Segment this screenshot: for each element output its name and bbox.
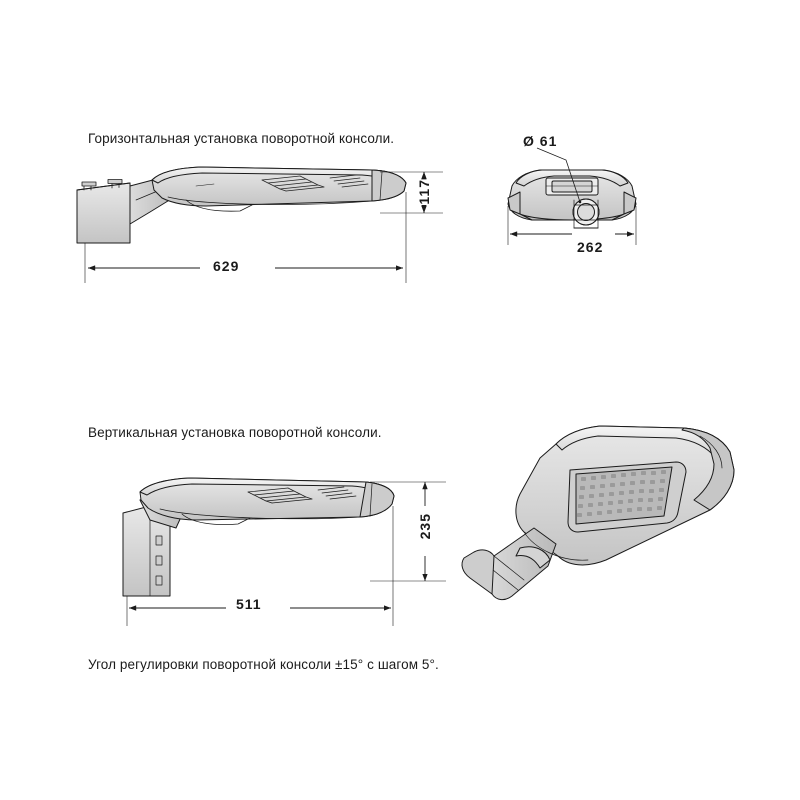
view-vertical-side <box>123 478 394 596</box>
caption-horizontal-mount: Горизонтальная установка поворотной консоли. <box>88 131 395 146</box>
view-isometric <box>462 426 734 600</box>
view-horizontal-side <box>77 167 406 243</box>
dimension-diameter-mount: Ø 61 <box>523 133 558 149</box>
dimension-height-vertical: 235 <box>417 513 433 540</box>
dimension-width-front: 262 <box>577 239 604 255</box>
dimension-length-vertical: 511 <box>236 596 262 612</box>
dimension-length-horizontal: 629 <box>213 258 240 274</box>
dimension-height-horizontal: 117 <box>416 179 432 205</box>
caption-vertical-mount: Вертикальная установка поворотной консоли. <box>88 425 382 440</box>
caption-adjustment-angle: Угол регулировки поворотной консоли ±15° с шагом 5°. <box>88 657 439 672</box>
